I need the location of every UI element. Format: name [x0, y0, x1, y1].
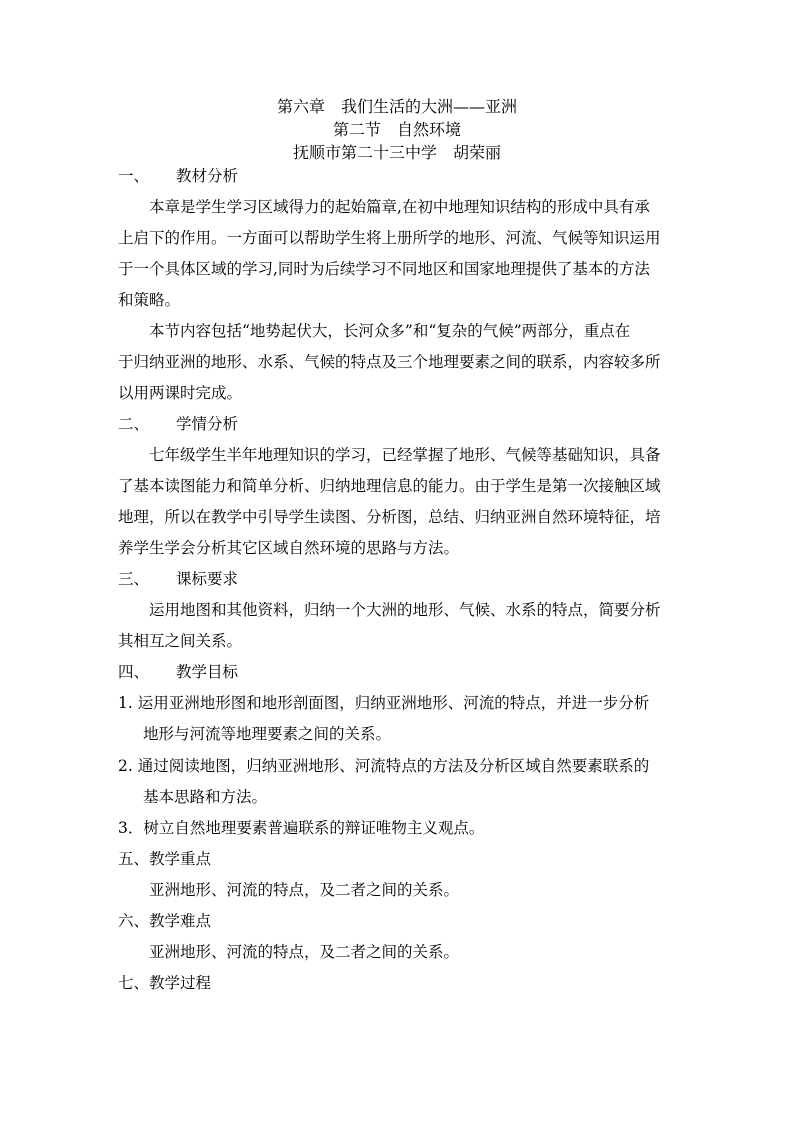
list-item-line: 基本思路和方法。 — [143, 788, 268, 806]
section-heading-2 — [118, 413, 238, 435]
paragraph-line: 亚洲地形、河流的特点，及二者之间的关系。 — [149, 943, 460, 961]
section-heading-6: 六、教学难点 — [118, 912, 212, 930]
section-heading-7: 七、教学过程 — [118, 974, 212, 992]
list-item-line: 地形与河流等地理要素之间的关系。 — [143, 725, 392, 743]
paragraph-line: 地理，所以在教学中引导学生读图、分析图，总结、归纳亚洲自然环境特征，培 — [118, 508, 661, 526]
paragraph-line: 养学生学会分析其它区域自然环境的思路与方法。 — [118, 539, 460, 557]
section-number: 四、 — [118, 663, 150, 681]
section-number: 三、 — [118, 570, 150, 588]
list-item-line: 1. 运用亚洲地形图和地形剖面图，归纳亚洲地形、河流的特点，并进一步分析 — [118, 694, 650, 712]
list-item-line: 2. 通过阅读地图，归纳亚洲地形、河流特点的方法及分析区域自然要素联系的 — [118, 757, 650, 775]
section-heading-1 — [118, 165, 238, 187]
paragraph-line: 七年级学生半年地理知识的学习，已经掌握了地形、气候等基础知识，具备 — [149, 446, 661, 464]
author-line: 抚顺市第二十三中学 胡荣丽 — [292, 143, 501, 162]
list-item-line: 3．树立自然地理要素普遍联系的辩证唯物主义观点。 — [118, 819, 485, 837]
section-heading-5: 五、教学重点 — [118, 850, 212, 868]
paragraph-line: 运用地图和其他资料，归纳一个大洲的地形、气候、水系的特点，简要分析 — [149, 601, 661, 619]
paragraph-line: 其相互之间关系。 — [118, 632, 243, 650]
section-number: 一、 — [118, 167, 150, 185]
paragraph-line: 上启下的作用。一方面可以帮助学生将上册所学的地形、河流、气候等知识运用 — [118, 229, 661, 247]
section-title: 第二节 自然环境 — [332, 120, 461, 139]
paragraph-line: 亚洲地形、河流的特点，及二者之间的关系。 — [149, 881, 460, 899]
section-heading-text: 教材分析 — [176, 167, 239, 185]
chapter-title: 第六章 我们生活的大洲——亚洲 — [276, 97, 517, 116]
section-number: 二、 — [118, 415, 150, 433]
paragraph-line: 了基本读图能力和简单分析、归纳地理信息的能力。由于学生是第一次接触区域 — [118, 477, 661, 495]
paragraph-line: 以用两课时完成。 — [118, 384, 243, 402]
section-heading-text: 教学目标 — [176, 663, 239, 681]
paragraph-line: 和策略。 — [118, 291, 181, 309]
section-heading-text: 学情分析 — [176, 415, 239, 433]
paragraph-line: 于归纳亚洲的地形、水系、气候的特点及三个地理要素之间的联系，内容较多所 — [118, 353, 661, 371]
paragraph-line: 于一个具体区域的学习,同时为后续学习不同地区和国家地理提供了基本的方法 — [118, 260, 650, 278]
section-heading-text: 课标要求 — [176, 570, 239, 588]
section-heading-3 — [118, 568, 238, 590]
paragraph-line: 本节内容包括“地势起伏大，长河众多”和“复杂的气候”两部分，重点在 — [149, 322, 631, 340]
paragraph-line: 本章是学生学习区域得力的起始篇章,在初中地理知识结构的形成中具有承 — [149, 198, 650, 216]
section-heading-4 — [118, 661, 238, 683]
